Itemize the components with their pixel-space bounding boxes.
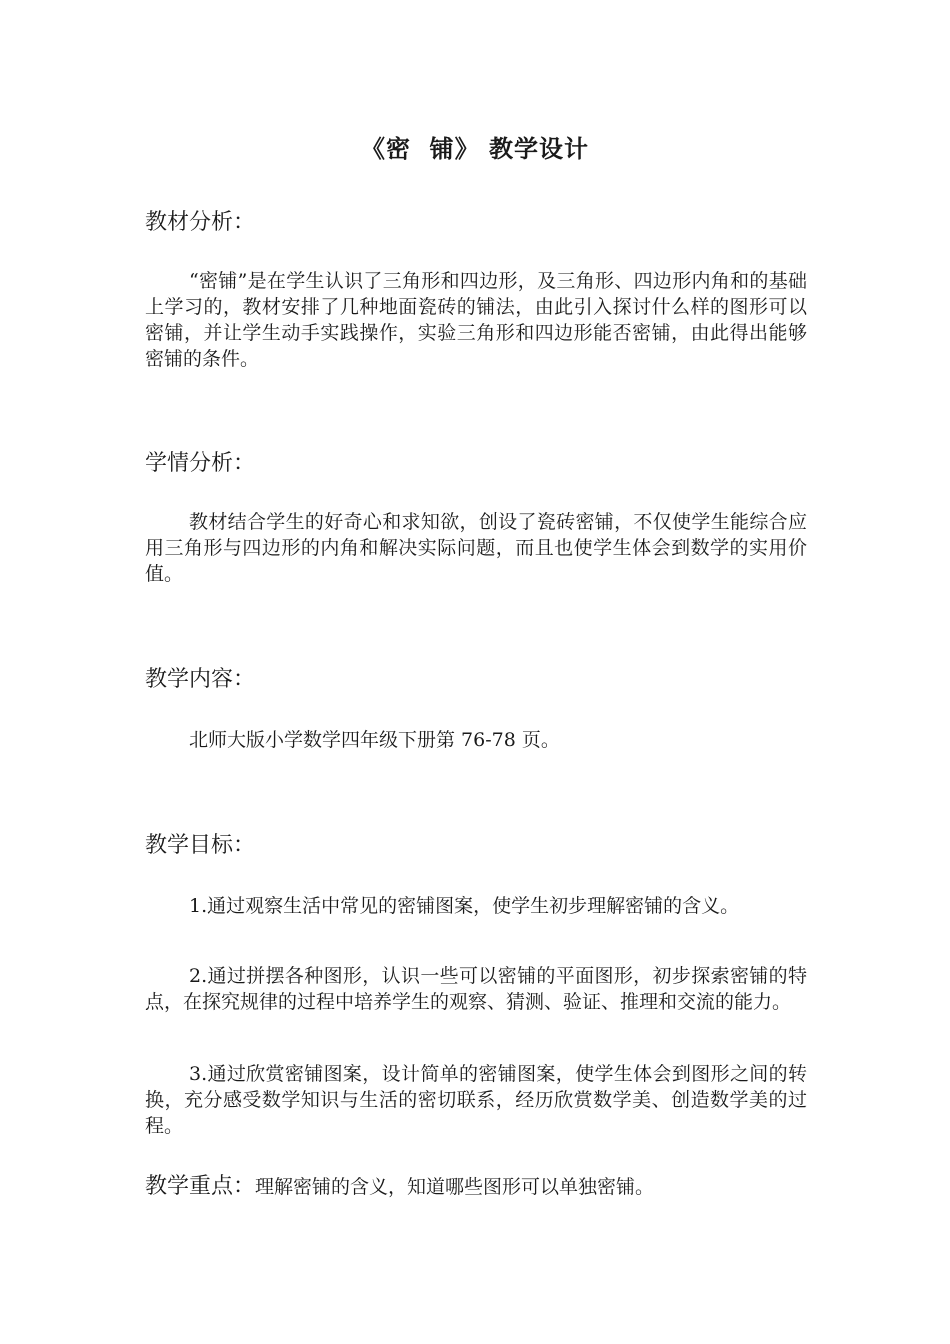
section-heading-teaching-objectives: 教学目标： — [145, 833, 256, 858]
paragraph-material-analysis: “密铺”是在学生认识了三角形和四边形，及三角形、四边形内角和的基础上学习的，教材安排了几种地面瓷砖的铺法，由此引入探讨什么样的图形可以密铺，并让学生动手实践操作，实验三角形和四边形能否密铺，由此得出能够密铺的条件。 — [145, 270, 807, 370]
key-point-text: 理解密铺的含义，知道哪些图形可以单独密铺。 — [255, 1176, 655, 1198]
section-heading-material-analysis: 教材分析： — [145, 210, 256, 235]
key-point-line — [145, 1172, 654, 1202]
objective-item-3: 3.通过欣赏密铺图案，设计简单的密铺图案，使学生体会到图形之间的转换，充分感受数学知识与生活的密切联系，经历欣赏数学美、创造数学美的过程。 — [145, 1063, 807, 1137]
document-title: 《密 铺》 教学设计 — [360, 135, 590, 163]
key-point-label: 教学重点： — [145, 1174, 256, 1199]
paragraph-teaching-content: 北师大版小学数学四年级下册第 76-78 页。 — [189, 729, 560, 751]
objective-item-1: 1.通过观察生活中常见的密铺图案，使学生初步理解密铺的含义。 — [189, 895, 740, 917]
section-heading-teaching-content: 教学内容： — [145, 667, 256, 692]
section-heading-student-analysis: 学情分析： — [145, 451, 256, 476]
objective-item-2: 2.通过拼摆各种图形，认识一些可以密铺的平面图形，初步探索密铺的特点，在探究规律的过程中培养学生的观察、猜测、验证、推理和交流的能力。 — [145, 965, 807, 1013]
paragraph-student-analysis: 教材结合学生的好奇心和求知欲，创设了瓷砖密铺，不仅使学生能综合应用三角形与四边形的内角和解决实际问题，而且也使学生体会到数学的实用价值。 — [145, 511, 807, 585]
